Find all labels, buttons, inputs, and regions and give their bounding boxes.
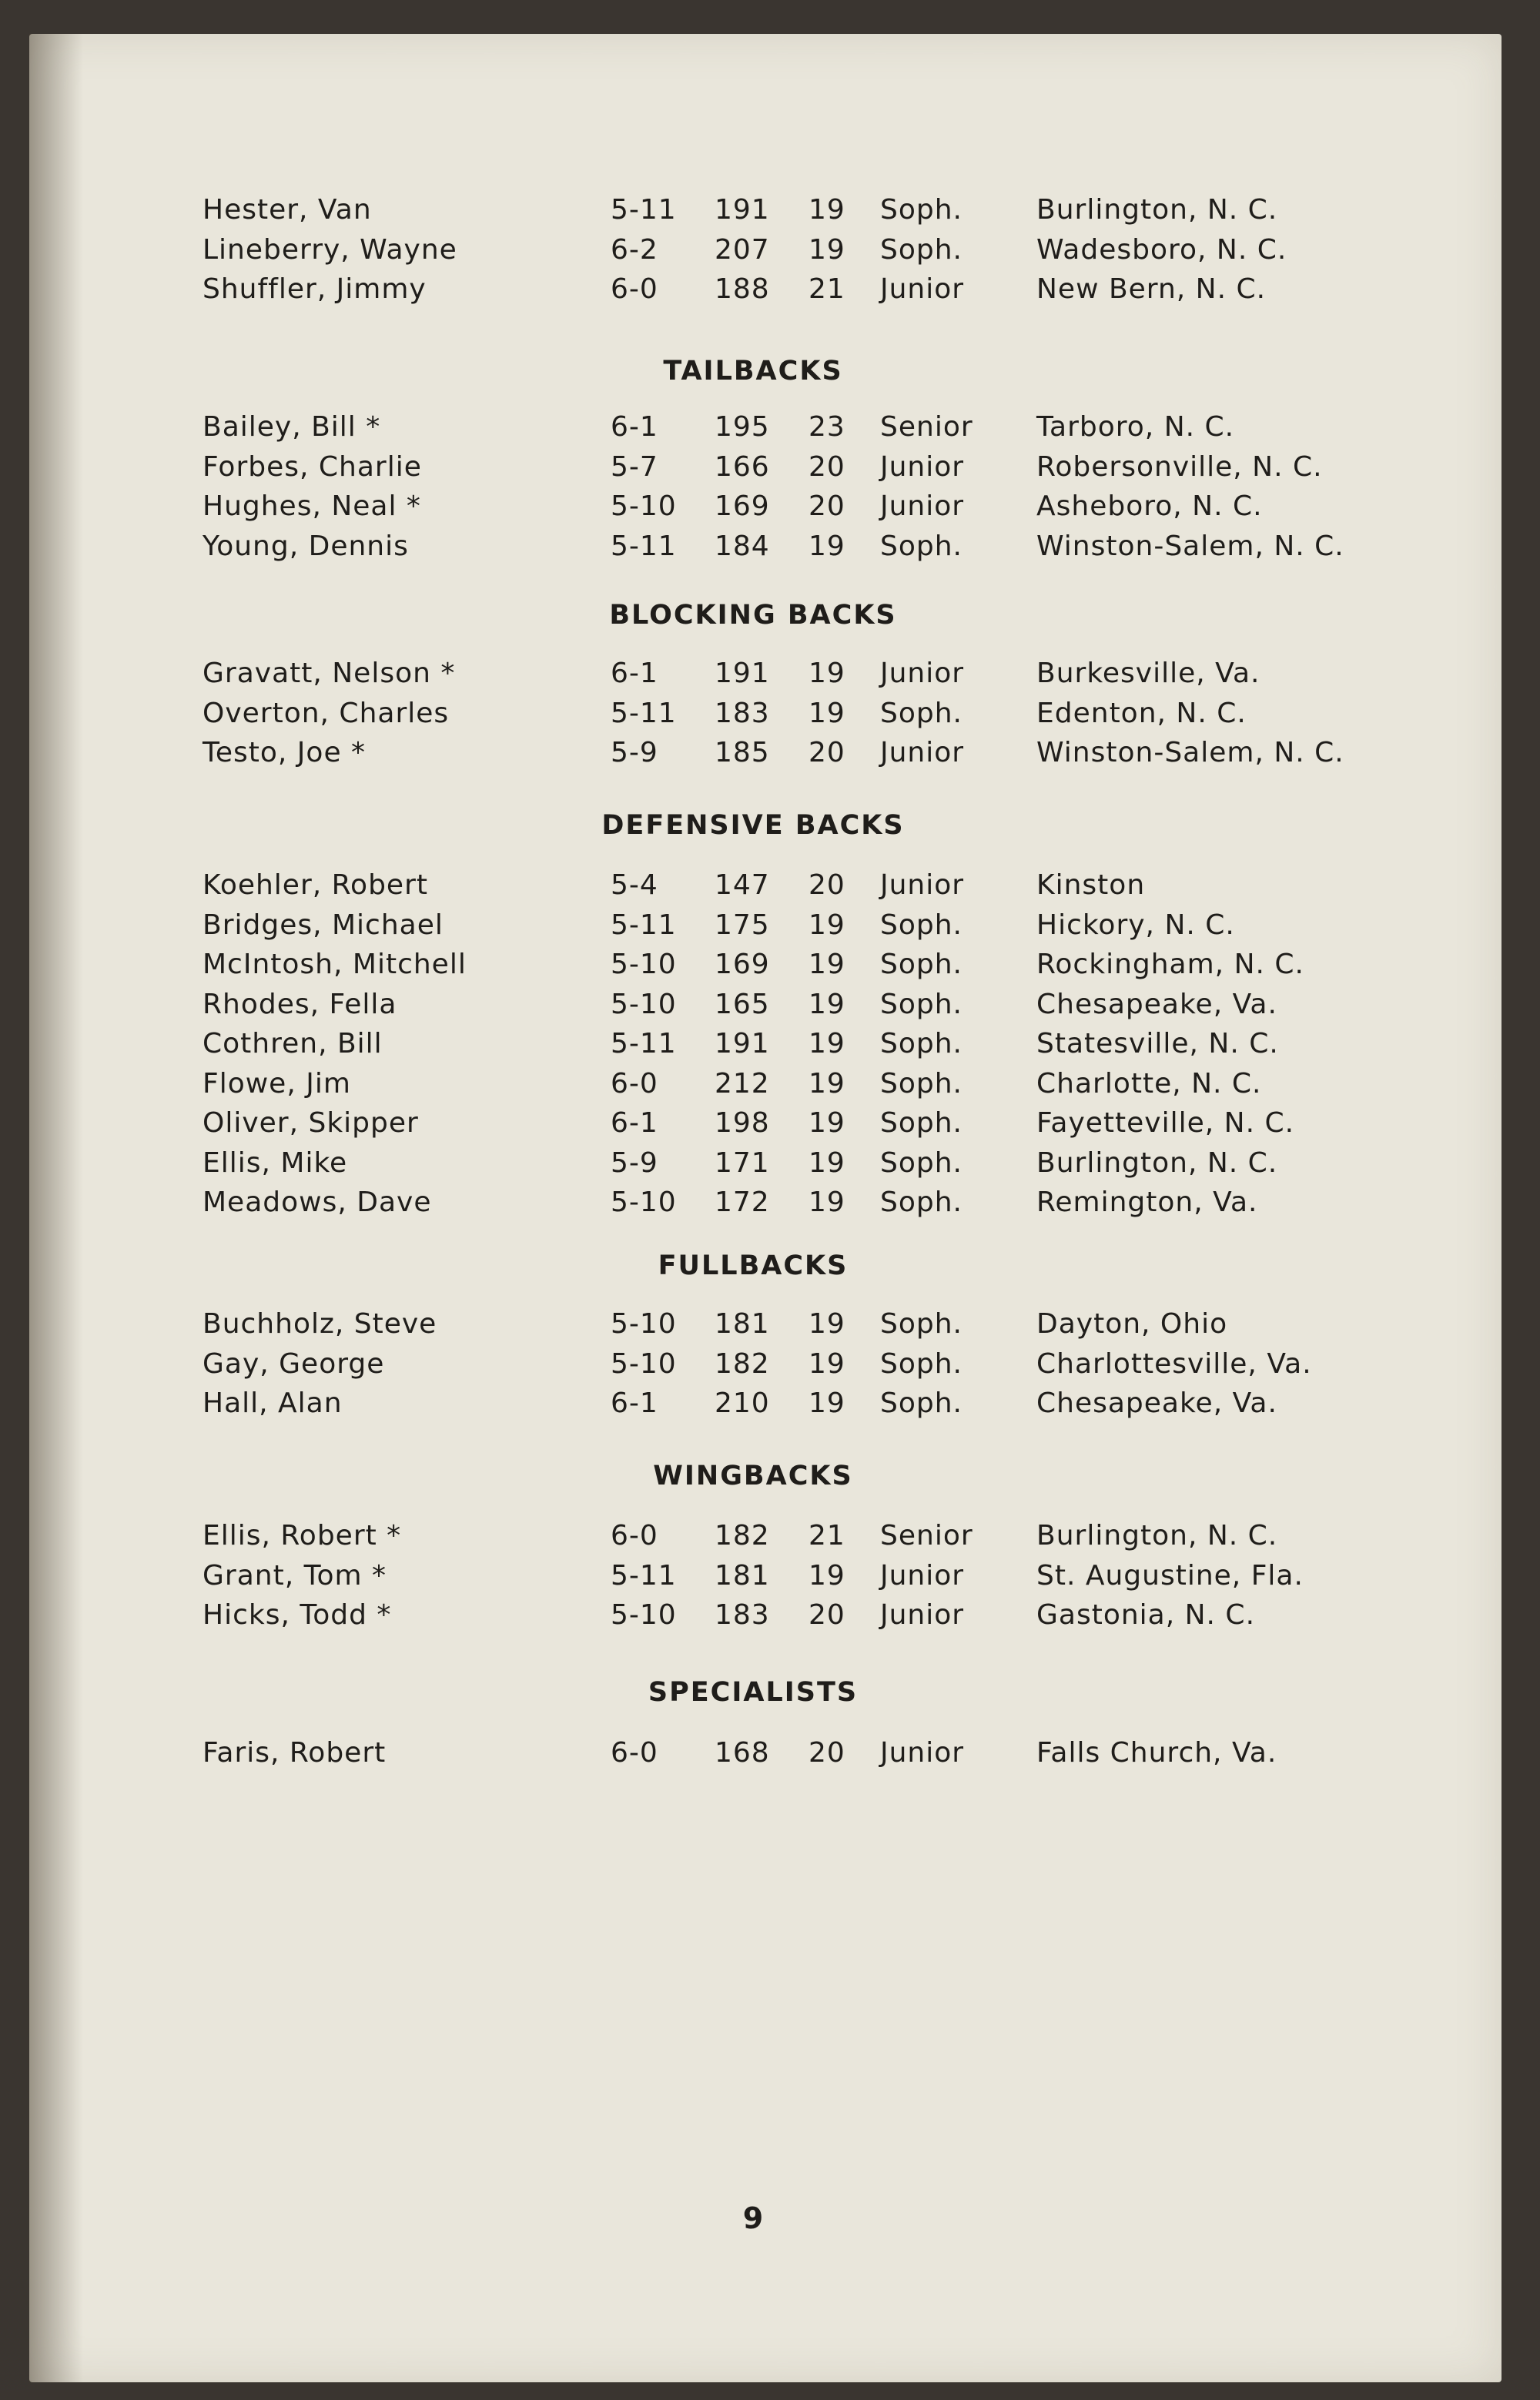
player-row — [29, 869, 1502, 909]
player-hometown: Statesville, N. C. — [1036, 1028, 1279, 1059]
player-class: Junior — [880, 273, 965, 305]
player-hometown: Winston-Salem, N. C. — [1036, 530, 1344, 562]
player-hometown: Burlington, N. C. — [1036, 1146, 1278, 1179]
player-weight: 191 — [715, 194, 770, 226]
player-row — [29, 1737, 1502, 1777]
player-hometown: Burlington, N. C. — [1036, 194, 1278, 226]
player-age: 20 — [808, 1737, 845, 1769]
section-heading: WINGBACKS — [653, 1461, 853, 1491]
page-number: 9 — [742, 2201, 764, 2235]
player-age: 19 — [808, 1146, 845, 1179]
player-class: Soph. — [880, 1187, 962, 1218]
player-height: 5-11 — [611, 530, 677, 562]
player-name: Cothren, Bill — [203, 1028, 383, 1059]
player-hometown: Charlottesville, Va. — [1036, 1347, 1312, 1380]
player-row — [29, 698, 1502, 738]
player-row — [29, 1308, 1502, 1348]
player-height: 5-11 — [611, 194, 677, 226]
player-name: Ellis, Robert * — [203, 1520, 402, 1551]
player-name: Flowe, Jim — [203, 1067, 351, 1100]
player-name: Gravatt, Nelson * — [203, 658, 456, 689]
player-height: 5-10 — [611, 988, 677, 1020]
section-heading: SPECIALISTS — [648, 1677, 859, 1708]
player-name: Hester, Van — [203, 194, 372, 226]
player-hometown: Dayton, Ohio — [1036, 1308, 1228, 1340]
player-class: Senior — [880, 1520, 973, 1551]
player-age: 19 — [808, 530, 845, 562]
player-weight: 195 — [715, 411, 770, 443]
player-name: Oliver, Skipper — [203, 1107, 419, 1139]
player-age: 21 — [808, 273, 845, 305]
player-weight: 184 — [715, 530, 770, 562]
player-age: 20 — [808, 737, 845, 768]
player-height: 5-10 — [611, 1599, 677, 1631]
player-height: 6-0 — [611, 1737, 658, 1769]
player-hometown: Fayetteville, N. C. — [1036, 1107, 1295, 1139]
player-hometown: Edenton, N. C. — [1036, 697, 1247, 729]
player-class: Junior — [880, 658, 965, 689]
player-weight: 172 — [715, 1187, 770, 1218]
player-class: Senior — [880, 411, 973, 443]
section-heading: DEFENSIVE BACKS — [601, 810, 905, 841]
player-row — [29, 411, 1502, 451]
player-height: 5-10 — [611, 490, 677, 522]
player-height: 5-4 — [611, 869, 658, 901]
player-row — [29, 909, 1502, 949]
player-age: 19 — [808, 1347, 845, 1380]
player-class: Junior — [880, 1599, 965, 1631]
player-class: Soph. — [880, 1107, 962, 1139]
player-age: 19 — [808, 194, 845, 226]
player-height: 5-11 — [611, 909, 677, 941]
player-class: Soph. — [880, 1387, 962, 1419]
player-hometown: New Bern, N. C. — [1036, 273, 1267, 305]
player-name: Gay, George — [203, 1347, 385, 1380]
player-weight: 166 — [715, 450, 770, 483]
player-weight: 169 — [715, 949, 770, 980]
player-row — [29, 1560, 1502, 1600]
player-name: Meadows, Dave — [203, 1187, 432, 1218]
player-hometown: St. Augustine, Fla. — [1036, 1559, 1304, 1592]
player-weight: 182 — [715, 1520, 770, 1551]
player-name: Bailey, Bill * — [203, 411, 381, 443]
player-age: 20 — [808, 450, 845, 483]
player-weight: 168 — [715, 1737, 770, 1769]
player-name: Hughes, Neal * — [203, 490, 421, 522]
player-weight: 191 — [715, 1028, 770, 1059]
player-row — [29, 1387, 1502, 1428]
player-hometown: Falls Church, Va. — [1036, 1737, 1277, 1769]
player-class: Soph. — [880, 1146, 962, 1179]
player-height: 5-11 — [611, 1028, 677, 1059]
player-name: Ellis, Mike — [203, 1146, 348, 1179]
player-row — [29, 234, 1502, 274]
player-name: Rhodes, Fella — [203, 988, 397, 1020]
player-name: Testo, Joe * — [203, 737, 367, 768]
player-age: 19 — [808, 233, 845, 266]
player-weight: 182 — [715, 1347, 770, 1380]
player-weight: 147 — [715, 869, 770, 901]
player-name: McIntosh, Mitchell — [203, 949, 467, 980]
player-weight: 169 — [715, 490, 770, 522]
player-height: 6-2 — [611, 233, 658, 266]
player-hometown: Wadesboro, N. C. — [1036, 233, 1287, 266]
player-height: 6-0 — [611, 1067, 658, 1100]
player-age: 19 — [808, 1387, 845, 1419]
player-age: 19 — [808, 1107, 845, 1139]
player-hometown: Winston-Salem, N. C. — [1036, 737, 1344, 768]
player-age: 19 — [808, 988, 845, 1020]
player-age: 19 — [808, 658, 845, 689]
player-row — [29, 1520, 1502, 1560]
player-age: 23 — [808, 411, 845, 443]
player-age: 19 — [808, 1067, 845, 1100]
player-name: Lineberry, Wayne — [203, 233, 457, 266]
player-row — [29, 531, 1502, 571]
player-age: 19 — [808, 1028, 845, 1059]
player-class: Soph. — [880, 949, 962, 980]
player-age: 21 — [808, 1520, 845, 1551]
player-weight: 165 — [715, 988, 770, 1020]
player-row — [29, 1107, 1502, 1147]
player-weight: 185 — [715, 737, 770, 768]
player-weight: 188 — [715, 273, 770, 305]
player-age: 19 — [808, 1308, 845, 1340]
section-heading: TAILBACKS — [663, 356, 843, 387]
section-heading: BLOCKING BACKS — [609, 600, 897, 631]
player-name: Overton, Charles — [203, 697, 450, 729]
player-height: 5-10 — [611, 1187, 677, 1218]
player-weight: 183 — [715, 1599, 770, 1631]
player-name: Young, Dennis — [203, 530, 409, 562]
player-row — [29, 1187, 1502, 1227]
player-hometown: Chesapeake, Va. — [1036, 988, 1277, 1020]
player-hometown: Charlotte, N. C. — [1036, 1067, 1262, 1100]
player-height: 5-9 — [611, 737, 658, 768]
player-hometown: Kinston — [1036, 869, 1146, 901]
player-weight: 181 — [715, 1559, 770, 1592]
player-class: Soph. — [880, 988, 962, 1020]
player-height: 6-1 — [611, 411, 658, 443]
player-age: 19 — [808, 949, 845, 980]
player-height: 6-1 — [611, 658, 658, 689]
player-age: 20 — [808, 869, 845, 901]
player-name: Buchholz, Steve — [203, 1308, 437, 1340]
player-hometown: Asheboro, N. C. — [1036, 490, 1263, 522]
player-height: 5-11 — [611, 697, 677, 729]
player-class: Junior — [880, 869, 965, 901]
player-weight: 198 — [715, 1107, 770, 1139]
player-class: Junior — [880, 1559, 965, 1592]
player-age: 19 — [808, 697, 845, 729]
player-height: 5-7 — [611, 450, 658, 483]
player-age: 20 — [808, 490, 845, 522]
player-height: 5-11 — [611, 1559, 677, 1592]
player-name: Bridges, Michael — [203, 909, 444, 941]
player-class: Junior — [880, 737, 965, 768]
player-row — [29, 1348, 1502, 1388]
player-name: Koehler, Robert — [203, 869, 428, 901]
player-row — [29, 273, 1502, 313]
player-class: Soph. — [880, 1347, 962, 1380]
player-class: Junior — [880, 450, 965, 483]
player-row — [29, 490, 1502, 531]
player-class: Soph. — [880, 1308, 962, 1340]
player-hometown: Burlington, N. C. — [1036, 1520, 1278, 1551]
player-row — [29, 1147, 1502, 1187]
player-weight: 171 — [715, 1146, 770, 1179]
player-row — [29, 451, 1502, 491]
player-age: 19 — [808, 1559, 845, 1592]
player-age: 19 — [808, 909, 845, 941]
player-height: 6-1 — [611, 1107, 658, 1139]
player-height: 6-0 — [611, 1520, 658, 1551]
player-row — [29, 194, 1502, 234]
player-class: Soph. — [880, 909, 962, 941]
player-row — [29, 989, 1502, 1029]
player-class: Soph. — [880, 233, 962, 266]
section-heading: FULLBACKS — [658, 1250, 849, 1281]
player-name: Shuffler, Jimmy — [203, 273, 427, 305]
player-weight: 191 — [715, 658, 770, 689]
player-weight: 210 — [715, 1387, 770, 1419]
player-name: Hicks, Todd * — [203, 1599, 392, 1631]
player-hometown: Gastonia, N. C. — [1036, 1599, 1256, 1631]
player-height: 6-0 — [611, 273, 658, 305]
player-hometown: Burkesville, Va. — [1036, 658, 1260, 689]
player-hometown: Rockingham, N. C. — [1036, 949, 1304, 980]
player-class: Soph. — [880, 194, 962, 226]
player-name: Faris, Robert — [203, 1737, 387, 1769]
player-name: Grant, Tom * — [203, 1559, 387, 1592]
player-row — [29, 949, 1502, 989]
player-class: Junior — [880, 1737, 965, 1769]
booklet-page — [29, 34, 1502, 2382]
player-height: 5-10 — [611, 1347, 677, 1380]
player-name: Hall, Alan — [203, 1387, 343, 1419]
player-row — [29, 658, 1502, 698]
player-row — [29, 1068, 1502, 1108]
player-hometown: Chesapeake, Va. — [1036, 1387, 1277, 1419]
player-age: 19 — [808, 1187, 845, 1218]
player-class: Soph. — [880, 530, 962, 562]
player-hometown: Hickory, N. C. — [1036, 909, 1235, 941]
player-name: Forbes, Charlie — [203, 450, 422, 483]
player-row — [29, 1028, 1502, 1068]
player-weight: 181 — [715, 1308, 770, 1340]
player-height: 5-9 — [611, 1146, 658, 1179]
player-weight: 212 — [715, 1067, 770, 1100]
player-hometown: Robersonville, N. C. — [1036, 450, 1323, 483]
player-row — [29, 737, 1502, 777]
player-row — [29, 1599, 1502, 1639]
player-weight: 175 — [715, 909, 770, 941]
player-height: 5-10 — [611, 1308, 677, 1340]
player-weight: 207 — [715, 233, 770, 266]
player-class: Soph. — [880, 1028, 962, 1059]
player-weight: 183 — [715, 697, 770, 729]
player-age: 20 — [808, 1599, 845, 1631]
player-hometown: Tarboro, N. C. — [1036, 411, 1235, 443]
player-class: Soph. — [880, 697, 962, 729]
player-height: 5-10 — [611, 949, 677, 980]
player-class: Junior — [880, 490, 965, 522]
player-class: Soph. — [880, 1067, 962, 1100]
player-height: 6-1 — [611, 1387, 658, 1419]
player-hometown: Remington, Va. — [1036, 1187, 1258, 1218]
